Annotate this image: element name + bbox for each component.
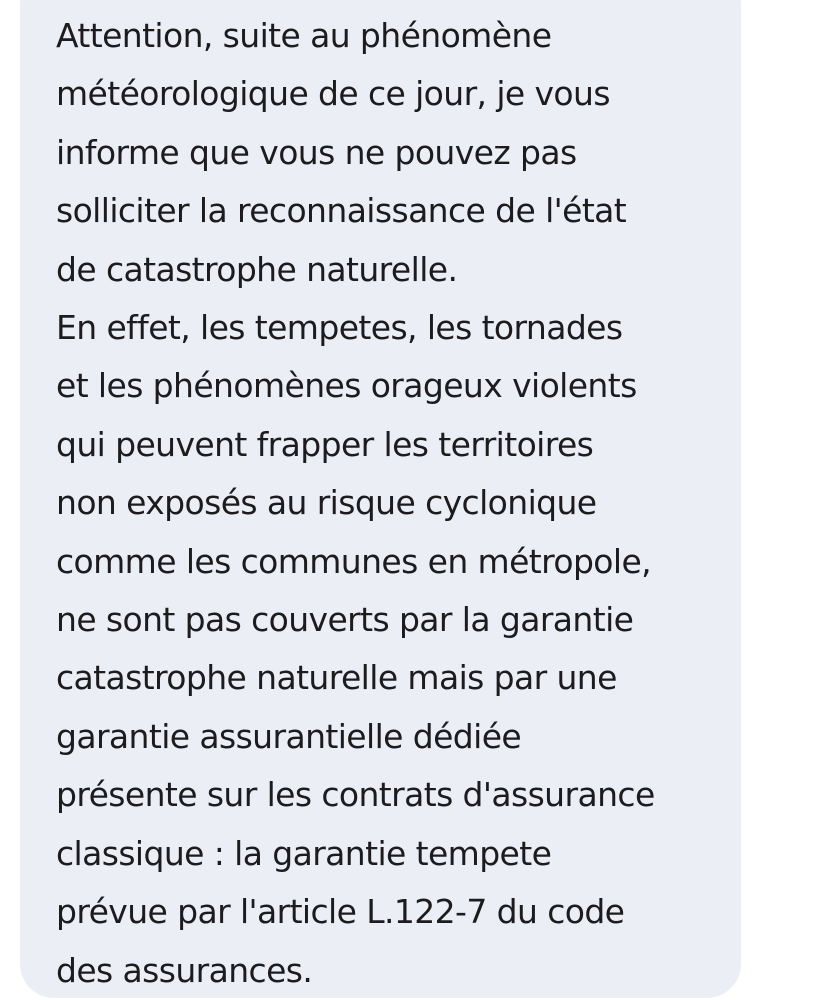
message-line-11: ne sont pas couverts par la garantie bbox=[56, 600, 634, 640]
message-text bbox=[56, 7, 736, 1000]
message-line-12: catastrophe naturelle mais par une bbox=[56, 658, 617, 698]
message-line-5: de catastrophe naturelle. bbox=[56, 249, 458, 289]
message-line-1: Attention, suite au phénomène bbox=[56, 16, 552, 55]
message-line-3: informe que vous ne pouvez pas bbox=[56, 132, 577, 172]
message-line-17: des assurances. bbox=[56, 950, 313, 990]
message-line-8: qui peuvent frapper les territoires bbox=[56, 424, 594, 464]
message-line-4: solliciter la reconnaissance de l'état bbox=[56, 191, 627, 231]
message-line-6: En effet, les tempetes, les tornades bbox=[56, 308, 623, 348]
message-line-14: présente sur les contrats d'assurance bbox=[56, 775, 655, 815]
message-line-2: météorologique de ce jour, je vous bbox=[56, 74, 610, 114]
message-line-9: non exposés au risque cyclonique bbox=[56, 483, 597, 523]
message-line-7: et les phénomènes orageux violents bbox=[56, 366, 637, 406]
message-line-16: prévue par l'article L.122-7 du code bbox=[56, 892, 625, 932]
message-line-10: comme les communes en métropole, bbox=[56, 541, 652, 581]
message-line-15: classique : la garantie tempete bbox=[56, 833, 552, 873]
message-line-13: garantie assurantielle dédiée bbox=[56, 716, 522, 756]
